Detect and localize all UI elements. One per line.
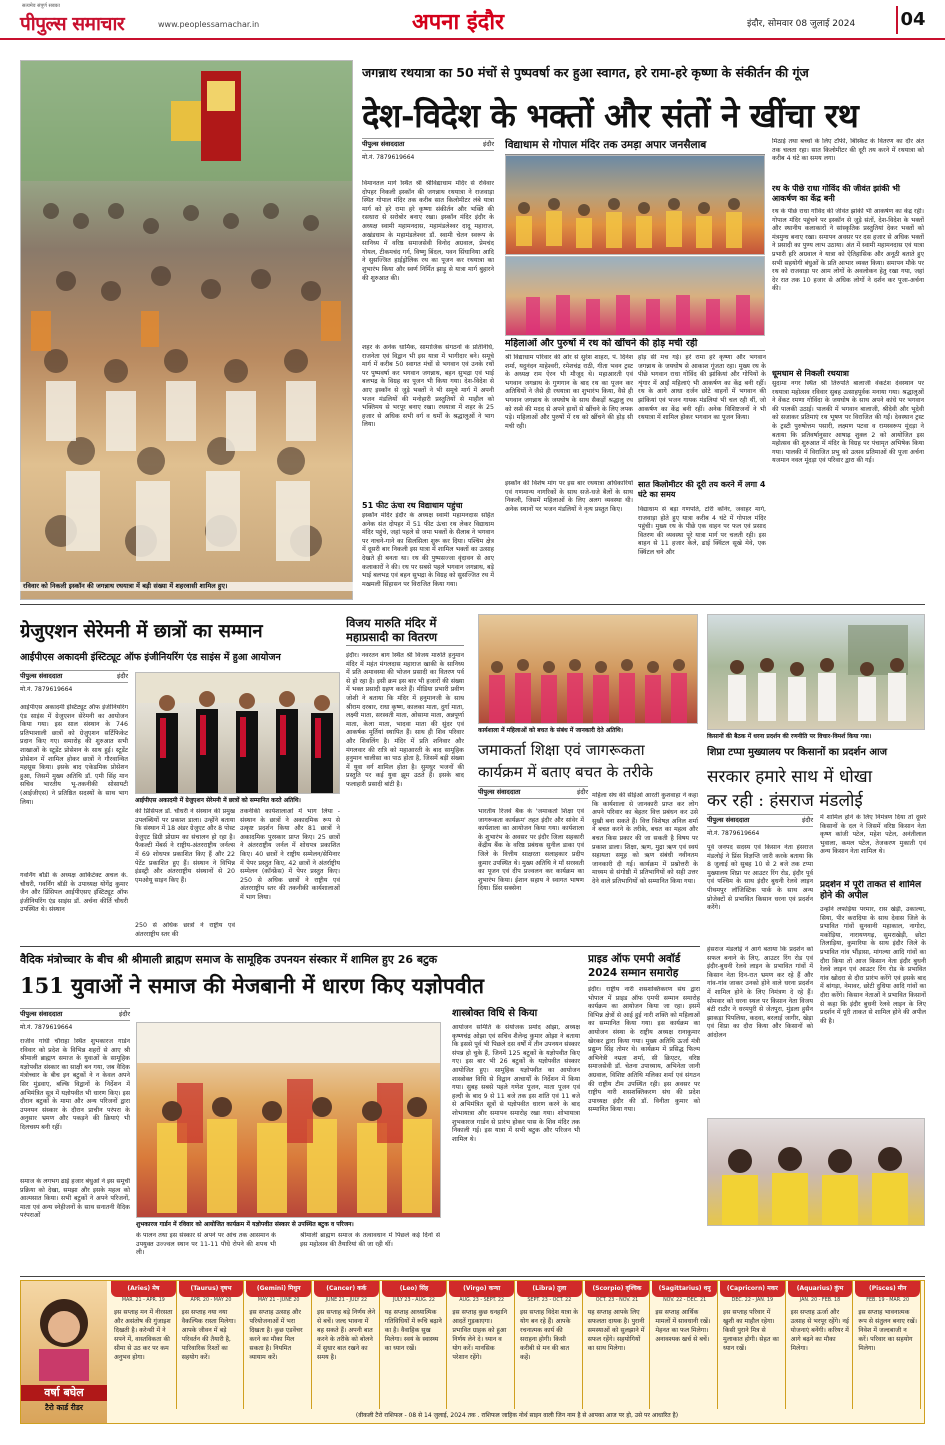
zodiac-sign-column (179, 1281, 245, 1409)
lead-col2-para1: श्री विद्याधाम परिवार की ओर से सुरेश शाहरा, पं. दिनेश शर्मा, यदुनंदन माहेश्वरी, रमेशचंद्र राठी, गीता भवन ट्रस्ट के अध्यक्ष राम ऐरन भी मौजूद थे। महाआरती एवं भगवान जगन्नाथ के गुणगान के बाद रथ का पूजन कर अतिथियों ने जैसे ही रथयात्रा का शुभारंभ किया, वैसे ही भगवान जगन्नाथ के जयघोष के साथ सैकड़ों श्रद्धालु रथ को रस्से की मदद से अपने हाथों से खींचने के लिए लपक पड़े। महिलाओं और पुरुषों में रथ को खींचने की होड़ सी मची रही। (505, 354, 633, 430)
rathyatra-crowd-photo (20, 60, 353, 600)
zodiac-grid (111, 1281, 923, 1409)
zodiac-sign-text: यह सप्ताह आपके लिए सफलता दायक है। पुरानी समस्याओं को सुलझाने में सफल रहेंगे। सहयोगियों का साथ मिलेगा। (587, 1309, 645, 1352)
byline-name: पीपुल्स संवाददाता (20, 1010, 63, 1018)
award-winners-illustration (708, 1119, 925, 1226)
kisan-kicker: शिप्रा टप्पा मुख्यालय पर किसानों का प्रदर्शन आज (707, 747, 888, 758)
jamakarta-headline-line1: जमाकर्ता शिक्षा एवं जागरूकता (478, 741, 645, 759)
lead-col1-para2: शहर के अनेक धार्मिक, सामाजिक संगठनों के प्रतिनिधि, राजनेता एवं विद्वान भी इस यात्रा में भागीदार बने। समूचे मार्ग में करीब 50 स्वागत मंचों से भगवान एवं उनके रथों पर पुष्पवर्षा कर भगवान जगन्नाथ, बहन सुभद्रा एवं भाई बलभद्र के विग्रह का पूजन भी किया गया। देश-विदेश से आए इस्कॉन से जुड़े भक्तों ने भी समूचे मार्ग में अपनी भजन मंडलियों की मनोहारी प्रस्तुतियों से माहौल को भक्तिमय से भरपूर बनाए रखा। रथयात्रा में शहर के 25 हजार से अधिक सभी वर्ग व धर्मों के श्रद्धालुओं ने भाग लिया। (362, 344, 494, 429)
rath-illustration (506, 156, 765, 255)
graduation-para3: की प्रिंसिपल डॉ. चौधरी ने संस्थान की प्रमुख उपलब्धियों पर प्रकाश डाला। उन्होंने बताया कि संस्थान में 18 अंडर ग्रेजुएट और 8 पोस्ट ग्रेजुएट डिग्री प्रोग्राम का संचालन हो रहा है। फैकल्टी मेंबर्स ने राष्ट्रीय-अंतरराष्ट्रीय जर्नल्स में 69 शोधपत्र प्रकाशित किए हैं और 22 पेटेंट प्रकाशित हुए हैं। संस्थान ने विभिन्न इंडस्ट्री और अंतरराष्ट्रीय संस्थानों से 20 एमओयू साइन किए हैं। (135, 808, 235, 884)
thread-ceremony-illustration (137, 1023, 441, 1218)
upanayan-col3: श्रीमाली ब्राह्मण समाज के तत्वावधान में पिछले कई दिनों से इस महोत्सव की तैयारियां की जा रही थीं। (300, 1232, 440, 1248)
zodiac-sign-dates: FEB. 19 - MAR. 20 (866, 1298, 910, 1303)
byline-mobile: मो.नं. 7879619664 (362, 154, 415, 161)
upanayan-photo-caption: शुभकारज गार्डन में रविवार को आयोजित कार्यक्रम में यज्ञोपवीत संस्कार से उपस्थित बटुक व परिजन। (136, 1221, 354, 1228)
zodiac-sign-column (720, 1281, 786, 1409)
zodiac-sign-text: इस सप्ताह बड़े निर्णय लेने से बचें। जल्द भावना में बह सकते हैं। अपनी बात करने के तरीके को बोलने में सुधार बात रखने का समय है। (317, 1309, 376, 1361)
zodiac-sign-text: इस सप्ताह कुछ धनहानि आदतें गुड़काएगा। प्रभावित ग्राहक को हुआ निर्णय लेने दे। ध्यान व योग करें। मानसिक परेशान रहेंगे। (452, 1309, 508, 1361)
kisan-photo-caption: किसानों की बैठक में धरना प्रदर्शन की रणनीति पर विचार-विमर्श किया गया। (707, 733, 872, 740)
lead-headline: देश-विदेश के भक्तों और संतों ने खींचा रथ (362, 96, 859, 135)
zodiac-sign-text: इस सप्ताह आर्थिक मामलों में सावधानी रखें। मेहनत का फल मिलेगा। अनावश्यक खर्च से बचें। (655, 1309, 711, 1343)
rath-women-photo (505, 256, 765, 336)
lead-subhead-dhoom: धूमधाम से निकली रथयात्रा (772, 369, 849, 378)
zodiac-sign-dates: MAR. 21 - APR. 19 (121, 1298, 165, 1303)
vijay-text: इंदौर। नवरतन बाग स्थित श्री विजय मारुति हनुमान मंदिर में महंत मंगलदास महाराज खाकी के सानिध्य में प्रति अमावस्या की भोजन प्रसादी का वितरण पर्व से हो रहा है। इसी क्रम इस बार भी हजारों की संख्या में भक्त प्रसादी ग्रहण करते हैं। मीडिया प्रभारी प्रवीण जोशी ने बताया कि मंदिर में हनुमानजी के साथ श्रीराम दरबार, राधा कृष्ण, कालका माता, दुर्गा माता, लक्ष्मी माता, सरस्वती माता, ओसामा माता, अन्नपूर्णा माता, केला माता, भादवा माता की सुंदर एवं आकर्षक मूर्तियां स्थापित हैं। साथ ही शिव परिवार और शिवलिंग है। मंदिर में प्रति शनिवार और मंगलवार की रात्रि को महाआरती के बाद सामूहिक हनुमान चालीसा का पाठ होता है, जिसमें बड़ी संख्या में युवा वर्ग शामिल होता है। सुमधुर भजनों की प्रस्तुति पर कई युवा झूम उठते हैं। इसके बाद फलाहारी प्रसादी बांटी है। (346, 652, 464, 788)
upanayan-col1b: समाज के लगभग ढाई हजार बंधुओं ने इस समूची प्रक्रिया को देखा, समझा और इसके महत्व को आत्मसात किया। सभी बटुकों ने अपने परिजनों, माता एवं अन्य स्नेहीजनों के साथ सनातनी वैदिक परंपराओं (20, 1178, 130, 1220)
lead-col3-para1: होड़ सी मच गई। हरे रामा हरे कृष्णा और भगवान जगन्नाथ के जयघोष से आकाश गूंजता रहा। मुख्य रथ के पीछे भगवान राधा गोविंद की झांकियां और गोपियों के शृंगार में आईं महिलाएं भी आकर्षण का केंद्र बनी रहीं। रथ के आगे आधा दर्जन छोटे वाहनों में भगवान की झांकियां एवं भजन गायक मंडलियां भी चल रही थीं, जो आकर्षण का केंद्र बनी रहीं। अनेक विशिष्टजनों ने भी रथयात्रा में शामिल होकर भगवान का पूजन किया। (638, 354, 766, 422)
zodiac-sign-text: इस सप्ताह मन में नीरसता और असंतोष की गुंजाइश दिखती है। करेन्सी में ने सपने में, वास्तविकता की सीमा से उठ कर पर कम अनुभव होगा। (114, 1309, 173, 1361)
zodiac-sign-dates: MAY 21 - JUNE 20 (257, 1298, 300, 1303)
zodiac-sign-name: (Scorpio) वृश्चिक (585, 1281, 650, 1297)
zodiac-sign-name: (Capricorn) मकर (720, 1281, 785, 1297)
zodiac-sign-text: यह सप्ताह आध्यात्मिक गतिविधियों में रूचि बढ़ाने का है। वैवाहिक सुख मिलेगा। स्वयं के स्वास्थ्य का ध्यान रखें। (384, 1309, 442, 1352)
zodiac-sign-dates: APR. 20 - MAY 20 (190, 1298, 232, 1303)
zodiac-sign-name: (Taurus) वृषभ (179, 1281, 244, 1297)
astrologer-avatar (21, 1281, 107, 1381)
award-headline-line1: प्राइड ऑफ एमपी अवॉर्ड (588, 953, 681, 965)
kisan-col1: पूर्व जनपद सदस्य एवं किसान नेता हंसराज मंडलोई ने प्रिंस विज्ञप्ति जारी करके बताया कि 8 जुलाई को सुबह 10 से 2 बजे तक टप्पा मुख्यालय शिप्रा पर आउटर रिंग रोड, इंदौर पूर्व एवं पश्चिम के साथ इंदौर बुधनी रेलवे लाइन पीथमपुर लॉजिस्टिक पार्क के साथ अन्य प्रोजेक्टों से प्रभावित किसान धरना एवं प्रदर्शन करेंगे। (707, 844, 813, 912)
zodiac-sign-dates: JULY 23 - AUG. 22 (393, 1298, 435, 1303)
jamakarta-col2: महिला संघ की सीईओ आरती कुशवाहा ने कहा कि कार्यशाला से जानकारी प्राप्त कर लोग अपने परिवार का बेहतर वित्त प्रबंधन कर उसे सुखी बना सकते हैं। वित्त विशेषज्ञ अनिल शर्मा ने बचत करने के तरीके, बचत का महत्व और बचत किस प्रकार की जा सकती है विषय पर प्रकाश डाला। शिक्षा, ऋण, मुद्रा ऋण एवं स्वयं सहायता समूह को ऋण संबंधी नवीनतम जानकारी दी गई। कार्यक्रम में प्रश्नोत्तरी के माध्यम से संगोष्ठी में प्रतिभागियों को सही उत्तर देने वाले प्रतिभागियों को सम्मानित किया गया। (592, 792, 698, 885)
page-number: 04 (896, 6, 928, 34)
section-divider-3 (20, 1276, 925, 1277)
graduation-para1: आईपीएस अकादमी इंस्टिट्यूट ऑफ इंजीनियरिंग एंड साइंस में ग्रेजुएशन सेरेमनी का आयोजन किया गया। इस साल संस्थान के 746 प्रतिभाशाली छात्रों को ग्रेजुएशन सर्टिफिकेट प्रदान किए गए। समारोह की शुरुआत सभी शाखाओं के स्टूडेंट प्रोसेशन के साथ हुई। स्टूडेंट प्रोसेशन में शामिल होकर छात्रों ने गौरवान्वित महसूस किया। इसके बाद एकेडमिक प्रोसेशन हुआ, जिसमें मुख्य अतिथि डॉ. एमी सिंह मान सचिव भारतीय भू-तकनीकी सोसायटी (आईजीएस) ने प्रतिष्ठित सदस्यों के साथ भाग लिया। (20, 704, 128, 806)
graduation-illustration (136, 673, 340, 794)
lead-col4-para1: मिठाई तथा बच्चों के लिए टॉफी, बिस्किट के वितरण का दौर अंत तक चलता रहा। सात किलोमीटर की दूरी तय करने में रथयात्रा को करीब 4 घंटे का समय लगा। (772, 138, 924, 163)
upanayan-col2: के पालन तथा इस संस्कार से अपने पर आंच तक आसमान के उपयुक्त उज्ज्वल स्थान पर 11-11 पौधे रोपने की शपथ भी ली। (136, 1232, 276, 1257)
upanayan-headline: 151 युवाओं ने समाज की मेजबानी में धारण किए यज्ञोपवीत (20, 973, 485, 998)
zodiac-sign-column (788, 1281, 854, 1409)
masthead-logo: पीपुल्स समाचार (20, 13, 125, 35)
farmers-meeting-illustration (708, 615, 925, 730)
byline-city: इंदौर (483, 140, 494, 148)
kisan-col2b: उन्होंने लफड़िया परमार, रास खेड़ी, उकाल्या, सिया, पीर करादिया के साथ देवास जिले के प्रभावित गांवों सुनवानी महाकाल, नागोरा, मकोड़िया, नारायणगढ़, सुमराखेड़ी, छोटा तिलाड़िया, कुमारिया के साथ इंदौर जिले के प्रभावित गांव भौंड़ासा, मांगल्या आदि गांवों का दौरा किया तो आज किसान नेता इंदौर बुधनी रेलवे लाइन एवं आउटर रिंग रोड के प्रभावित गांव खोदरा से दौरा प्रारंभ करेंगे एवं इसके बाद में बांगड़ा, नेमावर, छोटी दुधिया आदि गांवों का दौरा करेंगे। किसान नेताओं ने प्रभावित किसानों से कहा कि इंदौर बुधनी रेलवे लाइन के लिए प्रदर्शन में पूरी ताकत से शामिल होने की अपील की है। (820, 906, 926, 1025)
kisan-headline-line1: सरकार हमारे साथ में धोखा (707, 767, 873, 787)
kisan-meeting-photo (707, 614, 925, 730)
byline-name: पीपुल्स संवाददाता (478, 788, 521, 796)
astrologer-name: वर्षा बघेल (21, 1385, 107, 1401)
graduation-subhead: आईपीएस अकादमी इंस्टिट्यूट ऑफ इंजीनियरिंग एंड साइंस में हुआ आयोजन (20, 652, 281, 663)
women-procession-illustration (506, 257, 765, 336)
section-divider-2 (20, 946, 700, 947)
byline-mobile: मो.नं. 7879619664 (20, 1024, 73, 1031)
zodiac-sign-name: (Gemini) मिथुन (246, 1281, 311, 1297)
rath-pulling-photo (505, 155, 765, 255)
award-text: इंदौर। राष्ट्रीय नारी शसशक्तिकरण संघ द्वारा भोपाल में प्राइड ऑफ एमपी सम्मान समारोह कार्यक्रम का आयोजन किया जा रहा। इसमें विभिन्न क्षेत्रों से आई हुई नारी शक्ति को महिलाओं का सम्मानित किया गया। इस कार्यक्रम का आयोजन संस्था के राष्ट्रीय अध्यक्ष रानाकुमार खेरकर द्वारा किया गया। मुख्य अतिथि ऊर्जा मंत्री प्रद्युम्न सिंह तोमर थे। कार्यक्रम में प्रसिद्ध फिल्म अभिनेत्री नम्रता शर्मा, सी क्रिएटर, वरिष्ठ समाजसेवी डॉ. चेतना उपाध्याय, अभिनेता जानी अग्रवाल, विशिष्ट अतिथि मलिका शर्मा एवं संगठन की राष्ट्रीय टीम उपस्थित रही। इस अवसर पर राष्ट्रीय नारी शसशक्तिकरण संघ की प्रदेश उपाध्यक्ष इंदौर की डॉ. विनीता कुमार को सम्मानित किया गया। (588, 986, 700, 1114)
zodiac-sign-column (246, 1281, 312, 1409)
zodiac-sign-text: इस सप्ताह परिवार में खुशी का माहौल रहेगा। किसी पुराने मित्र से मुलाकात होगी। सेहत का ध्यान रखें। (723, 1309, 779, 1352)
astrologer-panel (21, 1281, 107, 1423)
graduation-headline: ग्रेजुएशन सेरेमनी में छात्रों का सम्मान (20, 621, 263, 642)
zodiac-sign-name: (Leo) सिंह (382, 1281, 447, 1297)
lead-subhead-radha: रथ के पीछे राधा गोविंद की जीवंत झांकी भी आकर्षण का केंद्र बनी (772, 184, 900, 203)
byline-city: इंदौर (577, 788, 588, 796)
zodiac-sign-dates: JUNE 21 - JULY 22 (325, 1298, 368, 1303)
zodiac-sign-column (314, 1281, 380, 1409)
lead-col4-para3: सुदामा नगर स्थित श्री तिरुपति बालाजी वेंकटेश देवस्थान पर रथयात्रा महोत्सव रविवार सुबह उत्साहपूर्वक मनाया गया। श्रद्धालुओं ने वेंकट रमणा गोविंदा के जयघोष के साथ अपने कांधे पर भगवान की पालकी उठाई। पालकी में भगवान बालाजी, श्रीदेवी और भूदेवी को सजाकर प्रतिमाएं रथ भूषण पर विराजित की गईं। देवस्थान ट्रस्ट के ट्रस्टी पुरुषोत्तम पसारी, लक्ष्मण पटवा व रामस्वरूप मूंदड़ा ने बताया कि प्रतिवर्षानुसार आषाढ़ शुक्ल 2 को आयोजित इस महोत्सव की शुरुआत में मंदिर के विग्रह पर पंचामृत अभिषेक किया गया। पालकी में विराजित प्रभु को उत्सव प्रतिमाओं की पूजा अर्चना यजमान नवल मूंदड़ा एवं परिवार द्वारा की गई। (772, 380, 924, 465)
upanayan-col4: आयोजन समिति के संयोजक प्रमोद ओझा, अध्यक्ष कृष्णचंद्र ओझा एवं सचिव शैलेन्द्र कुमार ओझा ने बताया कि इससे पूर्व भी पिछले दस वर्षों में तीन उपनयन संस्कार संपन्न हो चुके हैं, जिनमें 125 बटुकों के यज्ञोपवीत किए गए। इस बार भी 26 बटुकों के यज्ञोपवीत संस्कार आयोजित हुए। सामूहिक यज्ञोपवीत का आयोजन शास्त्रोक्त विधि से विद्वान आचार्यों के निर्देशन में किया गया। सुबह सबसे पहले गणेश पूजन, माता पूजन एवं हल्दी के बाद 9 से 11 बजे तक इस शांति एवं 11 बजे से अभिमंत्रित सूत्रों से यज्ञोपवीत धारण करने के बाद शोभायात्रा और समापन समारोह रखा गया। शोभायात्रा शुभकारज गार्डन से प्रारंभ होकर पास के शिव मंदिर तक निकाली गई। इस यात्रा में सभी बटुक और परिजन भी शामिल थे। (452, 1024, 580, 1143)
masthead (0, 0, 945, 40)
zodiac-sign-column (652, 1281, 718, 1409)
lead-col2-para2: इस्कॉन की विशेष मांग पर इस बार रथयात्रा अधिकारियों एवं गणमान्य नागरिकों के साथ सजे-धजे बैलों के साथ निकली, जिसमें महिलाओं के लिए अलग व्यवस्था थी। अनेक स्थानों पर भजन मंडलियों ने नृत्य प्रस्तुत किए। (505, 480, 633, 513)
lead-middle-heading: विद्याधाम से गोपाल मंदिर तक उमड़ा अपार जनसैलाब (505, 138, 765, 155)
zodiac-sign-text: इस सप्ताह ऊर्जा और उत्साह से भरपूर रहेंगे। नई योजनाएं बनेंगी। करियर में आगे बढ़ने का मौका मिलेगा। (790, 1309, 849, 1352)
middle-photo-caption: महिलाओं और पुरुषों में रथ को खींचने की होड़ मची रही (505, 338, 765, 351)
upanayan-photo (136, 1022, 441, 1218)
graduation-para2: गवर्निंग बॉडी के अध्यक्ष आर्किटेक्ट अचल के. चौधरी, गवर्निंग बॉडी के उपाध्यक्ष योगेंद्र कुमार जैन और प्रिंसिपल आईपीएसए इंस्टिट्यूट ऑफ इंजीनियरिंग एंड साइंस डॉ. अर्चना कीर्ति चौधरी उपस्थित थे। संस्थान (20, 872, 128, 914)
zodiac-sign-text: इस सप्ताह भावनात्मक रूप से संतुलन बनाए रखें। निवेश में जल्दबाजी न करें। परिवार का सहयोग मिलेगा। (858, 1309, 917, 1352)
graduation-para4: तकनीकी कार्यशालाओं में भाग लिया - संस्थान के छात्रों ने अकादमिक रूप से उत्कृष्ट प्रदर्शन किया और 81 छात्रों ने अकादमिक पुरस्कार प्राप्त किए। 25 छात्रों ने अंतरराष्ट्रीय जर्नल में शोधपत्र प्रकाशित किए। 40 छात्रों ने राष्ट्रीय सम्मेलन/सेमिनार में पेपर प्रस्तुत किए, 42 छात्रों ने अंतर्राष्ट्रीय सम्मेलन (कॉन्फ्रेंस) में पेपर प्रस्तुत किए। 250 से अधिक छात्रों ने राष्ट्रीय एवं अंतरराष्ट्रीय स्तर की तकनीकी कार्यशालाओं में भाग लिया। (240, 808, 340, 901)
lead-col4-para2: रथ के पीछे राधा गोविंद की जीवंत झांकी भी आकर्षण का केंद्र रही। गोपाल मंदिर पहुंचने पर इस्कॉन से जुड़े संतों, देश-विदेश के भक्तों और स्थानीय कलाकारों ने सांस्कृतिक प्रस्तुतियां देकर भक्तों को मंत्रमुग्ध बनाए रखा। समापन अवसर पर दस हजार से अधिक भक्तों ने प्रसादी का पुण्य लाभ उठाया। अंत में स्वामी महामनदास एवं यात्रा प्रभारी हरि अग्रवाल ने यात्रा को ऐतिहासिक और अनूठी बताते हुए सभी सहयोगी बंधुओं के प्रति आभार व्यक्त किया। समापन मौके पर रथ को राजवाड़ा पर आम लोगों के अवलोकन हेतु रखा गया, जहां देर रात तक 10 हजार से अधिक लोगों ने दर्शन कर पूजा-अर्चना की। (772, 208, 924, 293)
zodiac-sign-column (517, 1281, 583, 1409)
jamakarta-byline (478, 786, 588, 799)
zodiac-sign-dates: OCT. 23 - NOV. 21 (595, 1298, 639, 1303)
graduation-photo-caption: आईपीएस अकादमी में ग्रेजुएशन सेरेमनी में छात्रों को सम्मानित करते अतिथि। (135, 797, 301, 804)
zodiac-sign-name: (Libra) तुला (517, 1281, 582, 1297)
graduation-byline (20, 670, 128, 694)
jamakarta-photo (478, 614, 698, 724)
zodiac-sign-dates: AUG. 23 - SEPT. 22 (459, 1298, 505, 1303)
crowd-illustration (21, 61, 353, 600)
zodiac-sign-name: (Pisces) मीन (855, 1281, 920, 1297)
kisan-col1b: हंसराज मंडलोई ने आगे बताया कि प्रदर्शन को सफल बनाने के लिए, आउटर रिंग रोड एवं इंदौर-बुधनी रेलवे लाइन के प्रभावित गांवों में किसान नेता दिन-रात भ्रमण कर रहे हैं और गांव-गांव जाकर उनको होने वाले धरना प्रदर्शन में शामिल होने के लिए निमंत्रण दे रहे हैं। सोमवार को धरना स्थल पर किसान नेता विजय बंटी राठौर ने धरमपुरी से जेतपुरा, मुंडला हुसैन झाकड़ा पिपलिया, कदवा, बरलाई जागीर, खेड़ा एवं शिप्रा का दौरा किया और किसानों को आंदोलन (707, 946, 813, 1039)
byline-city: इंदौर (119, 1010, 130, 1018)
byline-name: पीपुल्स संवाददाता (707, 816, 750, 824)
upanayan-byline (20, 1008, 130, 1032)
zodiac-sign-name: (Virgo) कन्या (449, 1281, 514, 1297)
zodiac-sign-dates: SEPT. 23 - OCT. 22 (527, 1298, 572, 1303)
kisan-headline-line2: कर रही : हंसराज मंडलोई (707, 791, 863, 811)
lead-byline (362, 138, 494, 162)
jamakarta-col1: भारतीय रिजर्व बैंक के 'जमाकर्ता शिक्षा एवं जागरूकता कार्यक्रम' तहत इंदौर और सांवेर में कार्यशाला का आयोजन किया गया। कार्यशाला के शुभारंभ के अवसर पर इंदौर जिला सहकारी केंद्रीय बैंक के वरिष्ठ प्रबंधक सुनील डाका एवं जिले के वित्तीय साक्षरता सलाहकार प्रदीप कुमार उपस्थित थे। मुख्य अतिथि ने माँ सरस्वती का पूजन एवं दीप प्रज्वलन कर कार्यक्रम का शुभारंभ किया। ईशान सहाय ने स्वागत भाषण दिया। प्रिंस सक्सेना (478, 808, 584, 893)
lead-photo-caption: रविवार को निकली इस्कॉन की जगन्नाथ रथयात्रा में बड़ी संख्या में शहरवासी शामिल हुए। (20, 582, 353, 591)
zodiac-sign-dates: NOV. 22 - DEC. 21 (663, 1298, 707, 1303)
zodiac-sign-column (585, 1281, 651, 1409)
astrologer-title: टैरो कार्ड रीडर (45, 1403, 83, 1412)
women-workshop-illustration (479, 615, 698, 724)
zodiac-sign-name: (Sagittarius) धनु (652, 1281, 717, 1297)
lead-col3-para2: विद्याधाम से बड़ा गणपति, टोरी कॉर्नर, जवाहर मार्ग, राजवाड़ा होते हुए यात्रा करीब 4 घंटे में गोपाल मंदिर पहुंची। मुख्य रथ के पीछे एक वाहन पर फल एवं प्रसाद वितरण की व्यवस्था पूरे यात्रा मार्ग पर चलती रही। इस बाहन से 11 हजार केले, ढाई क्विंटल सूखे मेवे, एक क्विंटल चने और (638, 506, 766, 556)
zodiac-sign-column (111, 1281, 177, 1409)
lead-subhead-7km: सात किलोमीटर की दूरी तय करने में लगा 4 घंटे का समय (638, 480, 766, 499)
section-divider-1 (20, 604, 925, 605)
zodiac-sign-text: इस सप्ताह नया नया वैकल्पिक रास्ता मिलेगा। आपके जीवन में बड़े परिवर्तन की तैयारी है, पारिवारिक रिश्तों का सहयोग करें। (181, 1309, 236, 1361)
award-headline-line2: 2024 सम्मान समारोह (588, 966, 700, 981)
kisan-byline (707, 814, 813, 838)
jamakarta-headline-line2: कार्यक्रम में बताए बचत के तरीके (478, 763, 653, 781)
zodiac-sign-column (382, 1281, 448, 1409)
zodiac-sign-text: इस सप्ताह उत्साह और परियोजनाओं में भरा दिखता है। कुछ एडवेंचर करने का मौका मिल सकता है। नियमित व्यायाम करें। (249, 1309, 303, 1361)
horoscope-footer: (वीकली टैरो राशिफल - 08 से 14 जुलाई, 2024 तक . राशिफल जाहिक नोर्थ साइन वाली जिन नाम है से आपका आज पर हो, उसे पर आधारित है) (355, 1412, 679, 1419)
byline-mobile: मो.नं. 7879619664 (20, 686, 73, 693)
masthead-tagline: सत्यमेव संपूर्ण सबका (22, 3, 60, 9)
zodiac-sign-dates: JAN. 20 - FEB. 18 (799, 1298, 841, 1303)
byline-mobile: मो.नं. 7879619664 (707, 830, 760, 837)
graduation-para3b: 250 से अधिक छात्रों ने राष्ट्रीय एवं अंतरराष्ट्रीय स्तर की (135, 922, 235, 938)
byline-name: पीपुल्स संवाददाता (20, 672, 63, 680)
zodiac-sign-column (449, 1281, 515, 1409)
vijay-headline: विजय मारुति मंदिर में महाप्रसादी का वितरण (346, 616, 464, 646)
upanayan-col1: राजीव गांधी चौराहा स्थित शुभकारज गार्डन रविवार को प्रदेश के विभिन्न शहरों से आए श्री श्रीमाली ब्राह्मण समाज के युवाओं के सामूहिक यज्ञोपवीत संस्कार का साक्षी बन गया, जब वैदिक मंत्रोच्चार के बीच इन बटुकों ने न केवल अपने सिर मुंडवाए, बल्कि विद्वानों के निर्देशन में अभिमंत्रित सूत्र में यज्ञोपवीत भी धारण किए। इस दौरान बटुकों के मामा और अन्य परिजनों द्वारा उपनयन संस्कार के दौरान प्राचीन परंपरा के अनुसार भ्रमण और पकड़ने की क्रियाएं भी दिलचस्प बनी रहीं। (20, 1038, 130, 1131)
zodiac-sign-name: (Aries) मेष (111, 1281, 176, 1297)
zodiac-sign-name: (Aquarius) कुंभ (788, 1281, 853, 1297)
section-title: अपना इंदौर (412, 9, 505, 35)
lead-subhead-51ft: 51 फीट ऊंचा रथ विद्याधाम पहुंचा (362, 501, 463, 510)
zodiac-sign-dates: DEC. 22 - JAN. 19 (731, 1298, 774, 1303)
graduation-photo (135, 672, 340, 794)
horoscope-section (20, 1280, 925, 1424)
lead-col1-para3: इस्कॉन मंदिर इंदौर के अध्यक्ष स्वामी महामनदास सहित अनेक संत दोपहर में 51 फीट ऊंचा रथ लेकर विद्याधाम मंदिर पहुंचे, जहां पहले से जमा भक्तों के सैलाब ने भगवान पर नाचने-गाने का सिलसिला शुरू कर दिया। पश्चिम क्षेत्र में दूसरी बार निकली इस यात्रा में शामिल भक्तों का उत्साह देखते ही बनता था। रथ की पुष्पसज्जा वृंदावन से आए कलाकारों ने की। रथ पर सबसे पहले भगवान जगन्नाथ, बड़े भाई बलभद्र एवं बहन सुभद्रा के विग्रह को सुसज्जित रथ में मखमली सिंहासन पर विराजित किया गया। (362, 512, 494, 588)
upanayan-kicker: वैदिक मंत्रोच्चार के बीच श्री श्रीमाली ब्राह्मण समाज के सामूहिक उपनयन संस्कार में शामिल हुए 26 बटुक (20, 953, 438, 966)
masthead-url[interactable]: www.peoplessamachar.in (158, 20, 260, 29)
byline-name: पीपुल्स संवाददाता (362, 140, 405, 148)
kisan-col2a: में शामिल होने के लिए निमंत्रण दिया तो दूसरे किसानों के दल ने जिसमें वरिष्ठ किसान नेता कृष्ण कांजी पटेल, महेश पटेल, अनंतीलाल भुवाला, कमल पटेल, तेजकरण मुकाती एवं अन्य किसान नेता शामिल थे। (820, 814, 926, 856)
byline-city: इंदौर (802, 816, 813, 824)
zodiac-sign-column (855, 1281, 921, 1409)
jamakarta-photo-caption: कार्यशाला में महिलाओं को बचत के संबंध में जानकारी देते अतिथि। (478, 727, 623, 734)
zodiac-sign-name: (Cancer) कर्क (314, 1281, 379, 1297)
zodiac-sign-text: इस सप्ताह विदेश यात्रा के योग बन रहे हैं। आपके रचनात्मक कार्य की सराहना होगी। किसी करीबी से मन की बात कहें। (520, 1309, 579, 1361)
upanayan-subhead: शास्त्रोक्त विधि से किया (452, 1008, 538, 1019)
page-dateline: इंदौर, सोमवार 08 जुलाई 2024 (747, 19, 856, 29)
award-women-photo (707, 1118, 925, 1226)
lead-col1-para1: विमानतल मार्ग स्थित श्री श्रीविद्याधाम मंदिर से रविवार दोपहर निकली इस्कॉन की जगन्नाथ रथयात्रा ने राजवाड़ा स्थित गोपाल मंदिर तक करीब सात किलोमीटर लंबे यात्रा मार्ग को हरे रामा हरे कृष्णा संकीर्तन और भक्ति की रसधारा से सरोबोर बनाए रखा। इस्कॉन मंदिर इंदौर के अध्यक्ष स्वामी महामनदास, महामंडलेश्वर दादू महाराज, अखंडधाम के महामंडलेश्वर डॉ. स्वामी चेतन स्वरूप के सानिध्य में वरिष्ठ समाजसेवी विनोद अग्रवाल, प्रेमचंद गोयल, टीकमचंद गर्ग, विष्णु बिंदल, पवन सिंघानिया आदि ने सुसज्जित हाईड्रोलिक रथ का पूजन कर रथयात्रा का शुभारंभ किया और स्वर्ण निर्मित झाड़ू से यात्रा मार्ग बुहारने की शुरुआत की। (362, 180, 494, 282)
lead-kicker: जगन्नाथ रथयात्रा का 50 मंचों से पुष्पवर्षा कर हुआ स्वागत, हरे रामा-हरे कृष्णा के संकीर्तन की गूंज (362, 65, 809, 80)
kisan-subhead: प्रदर्शन में पूरी ताकत से शामिल होने की अपील (820, 880, 922, 901)
byline-city: इंदौर (117, 672, 128, 680)
